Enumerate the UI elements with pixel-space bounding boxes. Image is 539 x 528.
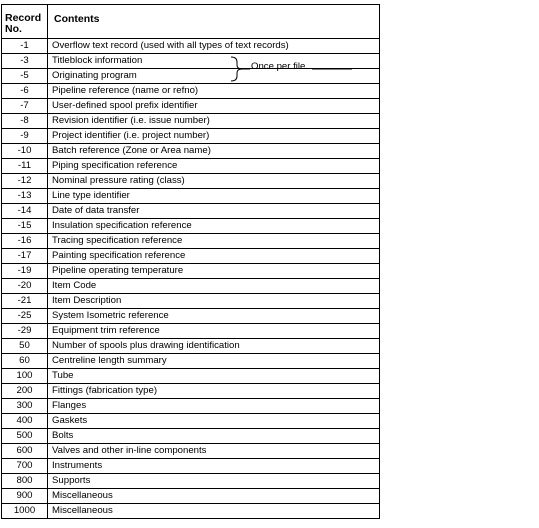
contents-cell: Flanges <box>52 400 87 411</box>
record-no-cell: -1 <box>20 40 29 51</box>
contents-cell: Nominal pressure rating (class) <box>52 175 185 186</box>
contents-cell: Pipeline reference (name or refno) <box>52 85 199 96</box>
header-record-no: Record No. <box>5 12 42 35</box>
record-no-cell: 50 <box>19 340 30 351</box>
contents-cell: Titleblock information <box>52 55 143 66</box>
contents-cell: Batch reference (Zone or Area name) <box>52 145 211 156</box>
contents-cell: Bolts <box>52 430 74 441</box>
contents-cell: Valves and other in-line components <box>52 445 207 456</box>
contents-cell: Item Code <box>52 280 97 291</box>
contents-cell: System Isometric reference <box>52 310 169 321</box>
record-no-cell: 400 <box>16 415 33 426</box>
contents-cell: Pipeline operating temperature <box>52 265 184 276</box>
record-no-cell: -17 <box>17 250 32 261</box>
header-contents: Contents <box>54 13 100 25</box>
record-no-cell: -11 <box>17 160 32 171</box>
contents-cell: Insulation specification reference <box>52 220 192 231</box>
contents-cell: Instruments <box>52 460 103 471</box>
contents-cell: Project identifier (i.e. project number) <box>52 130 210 141</box>
record-no-cell: 300 <box>16 400 33 411</box>
contents-cell: Number of spools plus drawing identification <box>52 340 240 351</box>
record-no-cell: -14 <box>17 205 32 216</box>
contents-cell: Centreline length summary <box>52 355 167 366</box>
record-no-cell: 600 <box>16 445 33 456</box>
contents-cell: Tracing specification reference <box>52 235 183 246</box>
contents-cell: Date of data transfer <box>52 205 140 216</box>
record-no-cell: -12 <box>17 175 32 186</box>
record-no-cell: 500 <box>16 430 33 441</box>
record-no-cell: -25 <box>17 310 32 321</box>
contents-cell: Equipment trim reference <box>52 325 160 336</box>
record-no-cell: -13 <box>17 190 32 201</box>
record-no-cell: -29 <box>17 325 32 336</box>
contents-cell: Tube <box>52 370 74 381</box>
record-no-cell: 60 <box>19 355 30 366</box>
contents-cell: Originating program <box>52 70 137 81</box>
record-no-cell: -9 <box>20 130 29 141</box>
once-per-file-label: Once per file <box>251 61 306 72</box>
contents-cell: Miscellaneous <box>52 490 113 501</box>
contents-cell: Item Description <box>52 295 122 306</box>
record-no-cell: -6 <box>20 85 29 96</box>
record-no-cell: 900 <box>16 490 33 501</box>
contents-cell: Supports <box>52 475 91 486</box>
record-no-cell: -3 <box>20 55 29 66</box>
record-no-cell: 700 <box>16 460 33 471</box>
contents-cell: Gaskets <box>52 415 88 426</box>
record-no-cell: -15 <box>17 220 32 231</box>
record-no-cell: -7 <box>20 100 29 111</box>
record-no-cell: -19 <box>17 265 32 276</box>
record-no-cell: -16 <box>17 235 32 246</box>
record-no-cell: -5 <box>20 70 29 81</box>
contents-cell: Revision identifier (i.e. issue number) <box>52 115 210 126</box>
contents-cell: Overflow text record (used with all types of text records) <box>52 40 289 51</box>
record-no-cell: 100 <box>16 370 33 381</box>
contents-cell: Line type identifier <box>52 190 130 201</box>
contents-cell: Fittings (fabrication type) <box>52 385 158 396</box>
contents-cell: Miscellaneous <box>52 505 113 516</box>
record-no-cell: -20 <box>17 280 32 291</box>
record-no-cell: -21 <box>17 295 32 306</box>
record-no-cell: 1000 <box>13 505 36 516</box>
contents-cell: Painting specification reference <box>52 250 186 261</box>
contents-cell: Piping specification reference <box>52 160 178 171</box>
record-no-cell: -8 <box>20 115 29 126</box>
contents-cell: User-defined spool prefix identifier <box>52 100 198 111</box>
record-no-cell: 200 <box>16 385 33 396</box>
record-no-cell: 800 <box>16 475 33 486</box>
record-no-cell: -10 <box>17 145 32 156</box>
